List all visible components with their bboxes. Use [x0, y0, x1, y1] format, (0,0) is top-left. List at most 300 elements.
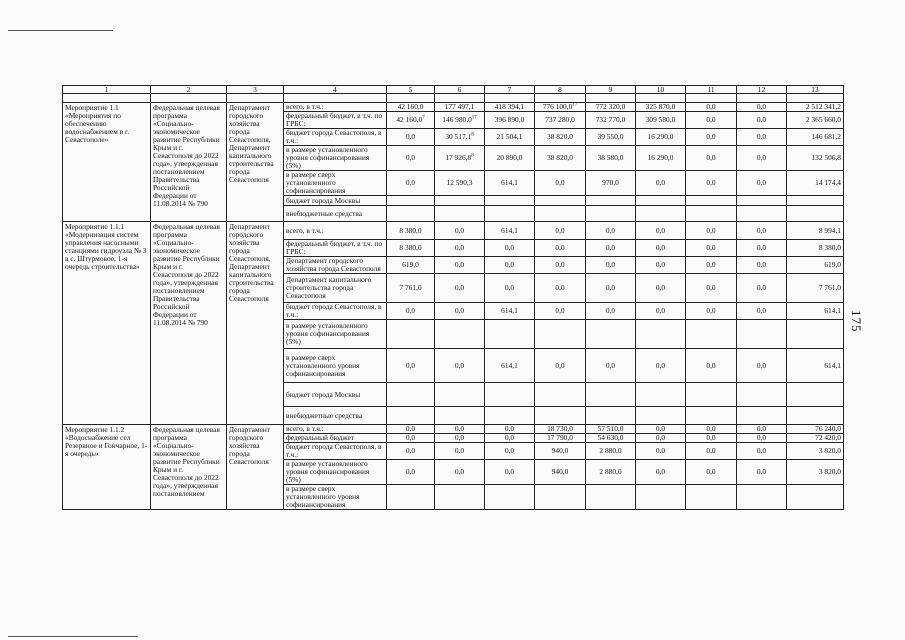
- value-cell: [485, 171, 535, 196]
- value-cell: [787, 383, 844, 407]
- value-cell: [686, 196, 737, 206]
- value-text: 772 320,0: [595, 102, 626, 111]
- value-text: 0,0: [655, 360, 666, 370]
- value-text: 0,0: [454, 424, 465, 433]
- value-text: 8 380,0: [399, 225, 422, 235]
- value-cell: [485, 222, 535, 240]
- value-cell: [387, 146, 435, 171]
- table-row: [63, 425, 844, 434]
- value-text: 0,0: [405, 153, 416, 162]
- value-cell: [737, 257, 787, 274]
- value-text: 0,0: [756, 102, 767, 111]
- value-text: 970,0: [602, 178, 619, 187]
- value-cell: [535, 206, 586, 222]
- value-cell: [485, 407, 535, 425]
- value-cell: [636, 460, 686, 485]
- value-cell: [737, 196, 787, 206]
- table-row: [63, 222, 844, 240]
- value-text: 0,0: [655, 306, 666, 315]
- value-cell: [686, 383, 737, 407]
- value-text: 0,0: [555, 306, 565, 315]
- value-cell: [586, 257, 636, 274]
- value-text: 0,0: [655, 243, 666, 252]
- value-cell: [787, 146, 844, 171]
- value-cell: [485, 383, 535, 407]
- value-cell: [636, 425, 686, 434]
- value-cell: [435, 274, 485, 303]
- header-cell: 10: [636, 86, 686, 94]
- measure-name-cell: Мероприятие 1.1 «Мероприятия по обеспечению водоснабжением в г. Севастополе»: [63, 103, 151, 222]
- value-text: 776 100,0: [542, 102, 573, 111]
- value-cell: [485, 434, 535, 443]
- value-text: 0,0: [756, 424, 767, 433]
- value-cell: [787, 129, 844, 146]
- value-text: 7 761,0: [818, 283, 841, 292]
- value-text: 0,0: [605, 360, 616, 370]
- value-cell: [686, 303, 737, 320]
- value-text: 0,0: [706, 178, 716, 187]
- value-text: 0,0: [706, 102, 716, 111]
- value-cell: [737, 240, 787, 257]
- value-cell: [737, 349, 787, 383]
- value-cell: [535, 425, 586, 434]
- footnote-mark: 7: [422, 115, 425, 121]
- value-cell: [737, 146, 787, 171]
- value-cell: [686, 443, 737, 460]
- value-cell: [787, 112, 844, 129]
- value-cell: [737, 425, 787, 434]
- value-text: 20 890,0: [496, 153, 523, 162]
- program-cell: Федеральная целевая программа «Социально-экономическое развитие Республики Крым и г. Севастополя до 2022 года», утвержденная постановлением Правительства Российской Федерации от 11.08.2014 № 790: [151, 103, 227, 222]
- department-cell: Департамент городского хозяйства города Севастополя, Департамент капитального строительства города Севастополя: [227, 103, 284, 222]
- value-cell: [686, 349, 737, 383]
- value-text: 3 820,0: [818, 446, 841, 455]
- value-cell: [435, 206, 485, 222]
- value-cell: [535, 222, 586, 240]
- value-text: 325 870,0: [645, 102, 676, 111]
- spacer-cell: [227, 94, 284, 103]
- value-text: 30 517,1: [445, 132, 472, 141]
- value-text: 57 510,0: [597, 424, 624, 433]
- funding-source-cell: бюджет города Москвы: [284, 383, 387, 407]
- value-text: 0,0: [504, 467, 515, 476]
- funding-source-cell: внебюджетные средства: [284, 407, 387, 425]
- value-cell: [586, 206, 636, 222]
- footnote-mark: 17: [572, 102, 578, 108]
- value-cell: [535, 407, 586, 425]
- value-text: 0,0: [454, 306, 465, 315]
- value-cell: [787, 171, 844, 196]
- value-cell: [387, 112, 435, 129]
- value-text: 0,0: [454, 243, 465, 252]
- value-cell: [686, 171, 737, 196]
- spacer-cell: [284, 94, 387, 103]
- value-cell: [535, 349, 586, 383]
- value-cell: [586, 171, 636, 196]
- value-text: 2 880,0: [599, 467, 622, 476]
- department-cell: Департамент городского хозяйства города Севастополя, Департамент капитального строительства города Севастополя: [227, 222, 284, 425]
- value-text: 0,0: [756, 360, 767, 370]
- value-cell: [636, 240, 686, 257]
- value-cell: [737, 407, 787, 425]
- value-cell: [485, 257, 535, 274]
- value-cell: [535, 274, 586, 303]
- value-cell: [485, 485, 535, 510]
- value-text: 737 280,0: [545, 115, 575, 124]
- value-text: 0,0: [405, 446, 416, 455]
- value-text: 0,0: [706, 243, 716, 252]
- value-cell: [586, 320, 636, 349]
- value-text: 3 820,0: [818, 467, 841, 476]
- value-cell: [387, 443, 435, 460]
- value-cell: [686, 240, 737, 257]
- value-cell: [787, 349, 844, 383]
- value-cell: [636, 349, 686, 383]
- funding-source-cell: в размере установленного уровня софинансирования (5%): [284, 460, 387, 485]
- value-cell: [535, 303, 586, 320]
- value-text: 2 365 660,0: [805, 115, 841, 124]
- department-cell: Департамент городского хозяйства города Севастополя: [227, 425, 284, 510]
- value-text: 2 880,0: [599, 446, 622, 455]
- value-text: 0,0: [555, 178, 565, 187]
- header-cell: 12: [737, 86, 787, 94]
- value-cell: [686, 112, 737, 129]
- value-cell: [787, 460, 844, 485]
- value-cell: [787, 274, 844, 303]
- value-cell: [535, 240, 586, 257]
- value-text: 0,0: [706, 283, 716, 292]
- value-text: 0,0: [655, 424, 666, 433]
- funding-source-cell: федеральный бюджет, в т.ч. по ГРБС:: [284, 240, 387, 257]
- value-text: 0,0: [504, 446, 515, 455]
- value-text: 418 394,1: [494, 102, 525, 111]
- spacer-cell: [636, 94, 686, 103]
- value-text: 0,0: [756, 433, 767, 442]
- value-cell: [636, 407, 686, 425]
- value-cell: [737, 206, 787, 222]
- value-cell: [435, 349, 485, 383]
- value-cell: [586, 146, 636, 171]
- value-cell: [435, 146, 485, 171]
- value-cell: [737, 222, 787, 240]
- value-cell: [535, 112, 586, 129]
- value-cell: [535, 320, 586, 349]
- value-text: 0,0: [655, 446, 666, 455]
- value-cell: [387, 303, 435, 320]
- value-cell: [686, 320, 737, 349]
- value-text: 0,0: [405, 424, 416, 433]
- funding-source-cell: бюджет города Севастополя, в т.ч.:: [284, 129, 387, 146]
- value-cell: [787, 425, 844, 434]
- funding-source-cell: в размере установленного уровня софинансирования (5%): [284, 146, 387, 171]
- value-text: 0,0: [655, 178, 666, 187]
- value-cell: [586, 407, 636, 425]
- value-text: 0,0: [405, 132, 416, 141]
- scan-edge-line: [8, 636, 138, 637]
- value-cell: [586, 485, 636, 510]
- value-text: 619,0: [824, 260, 841, 269]
- value-text: 18 730,0: [547, 424, 573, 433]
- value-text: 0,0: [655, 283, 666, 292]
- value-cell: [686, 460, 737, 485]
- value-cell: [435, 303, 485, 320]
- value-text: 0,0: [555, 360, 565, 370]
- value-cell: [787, 257, 844, 274]
- value-text: 0,0: [655, 433, 666, 442]
- value-cell: [535, 443, 586, 460]
- value-text: 0,0: [555, 225, 565, 235]
- value-cell: [636, 443, 686, 460]
- value-cell: [787, 320, 844, 349]
- value-text: 0,0: [756, 132, 767, 141]
- value-cell: [387, 222, 435, 240]
- value-text: 0,0: [454, 260, 465, 269]
- value-text: 0,0: [756, 115, 767, 124]
- value-cell: [435, 112, 485, 129]
- value-text: 146 980,0: [442, 115, 472, 124]
- value-text: 0,0: [405, 306, 416, 315]
- value-cell: [485, 425, 535, 434]
- value-text: 17 790,0: [547, 433, 573, 442]
- value-text: 0,0: [756, 467, 767, 476]
- value-cell: [686, 407, 737, 425]
- value-text: 614,1: [501, 306, 518, 315]
- spacer-cell: [737, 94, 787, 103]
- funding-source-cell: в размере сверх установленного уровня софинансирования: [284, 485, 387, 510]
- value-text: 16 290,0: [647, 132, 674, 141]
- value-cell: [387, 485, 435, 510]
- value-text: 0,0: [756, 243, 767, 252]
- value-text: 14 174,4: [815, 178, 841, 187]
- funding-source-cell: бюджет города Москвы: [284, 196, 387, 206]
- value-cell: [586, 434, 636, 443]
- value-cell: [586, 240, 636, 257]
- value-text: 396 890,0: [494, 115, 525, 124]
- measure-name-cell: Мероприятие 1.1.2 «Водоснабжение сел Резервное и Гончарное, 1-я очередь»: [63, 425, 151, 510]
- value-text: 8 994,1: [818, 225, 841, 235]
- value-text: 72 420,0: [815, 433, 841, 442]
- value-cell: [485, 146, 535, 171]
- value-cell: [485, 460, 535, 485]
- value-text: 7 761,0: [399, 283, 422, 292]
- value-cell: [636, 222, 686, 240]
- value-text: 0,0: [555, 260, 565, 269]
- table-row: [63, 103, 844, 112]
- value-cell: [636, 112, 686, 129]
- value-text: 614,1: [824, 306, 841, 315]
- value-text: 16 290,0: [647, 153, 674, 162]
- value-cell: [387, 103, 435, 112]
- value-text: 940,0: [551, 446, 569, 455]
- value-cell: [787, 485, 844, 510]
- value-cell: [737, 129, 787, 146]
- value-cell: [787, 303, 844, 320]
- value-cell: [485, 349, 535, 383]
- value-text: 0,0: [555, 243, 565, 252]
- funding-source-cell: бюджет города Севастополя, в т.ч.:: [284, 443, 387, 460]
- value-text: 0,0: [655, 225, 666, 235]
- value-cell: [586, 222, 636, 240]
- value-text: 614,1: [501, 360, 518, 370]
- value-cell: [586, 443, 636, 460]
- table-spacer-row: [63, 94, 844, 103]
- value-cell: [636, 171, 686, 196]
- value-cell: [686, 425, 737, 434]
- value-cell: [387, 407, 435, 425]
- value-cell: [586, 112, 636, 129]
- value-text: 0,0: [504, 424, 515, 433]
- value-cell: [636, 320, 686, 349]
- spacer-cell: [151, 94, 227, 103]
- header-cell: 11: [686, 86, 737, 94]
- value-text: 146 681,2: [811, 132, 841, 141]
- header-cell: 5: [387, 86, 435, 94]
- value-cell: [435, 240, 485, 257]
- value-cell: [636, 303, 686, 320]
- value-cell: [435, 171, 485, 196]
- value-cell: [435, 320, 485, 349]
- funding-table: [62, 85, 844, 510]
- spacer-cell: [535, 94, 586, 103]
- value-cell: [636, 146, 686, 171]
- value-text: 940,0: [551, 467, 569, 476]
- value-cell: [686, 222, 737, 240]
- value-cell: [435, 434, 485, 443]
- value-text: 614,1: [501, 178, 518, 187]
- value-cell: [737, 485, 787, 510]
- value-cell: [485, 240, 535, 257]
- value-cell: [435, 443, 485, 460]
- value-cell: [387, 349, 435, 383]
- value-cell: [387, 240, 435, 257]
- value-cell: [586, 425, 636, 434]
- value-cell: [686, 103, 737, 112]
- value-text: 309 580,0: [645, 115, 676, 124]
- value-text: 0,0: [756, 306, 767, 315]
- funding-source-cell: Департамент капитального строительства города Севастополя: [284, 274, 387, 303]
- value-text: 0,0: [454, 446, 465, 455]
- value-text: 0,0: [454, 433, 465, 442]
- footnote-mark: 8: [471, 132, 474, 138]
- value-text: 17 926,8: [445, 153, 472, 162]
- value-cell: [636, 129, 686, 146]
- value-cell: [686, 206, 737, 222]
- value-cell: [586, 274, 636, 303]
- value-text: 132 506,8: [811, 153, 841, 162]
- value-text: 54 630,0: [597, 433, 624, 442]
- value-text: 38 580,0: [597, 153, 624, 162]
- value-cell: [686, 257, 737, 274]
- value-cell: [686, 274, 737, 303]
- value-text: 0,0: [706, 132, 716, 141]
- value-text: 0,0: [454, 360, 465, 370]
- funding-source-cell: федеральный бюджет: [284, 434, 387, 443]
- value-cell: [636, 196, 686, 206]
- value-cell: [686, 485, 737, 510]
- value-cell: [787, 196, 844, 206]
- value-cell: [737, 320, 787, 349]
- value-text: 0,0: [605, 283, 616, 292]
- value-cell: [787, 103, 844, 112]
- value-text: 0,0: [454, 467, 465, 476]
- value-text: 2 512 341,2: [805, 102, 841, 111]
- value-cell: [586, 196, 636, 206]
- value-cell: [586, 460, 636, 485]
- value-cell: [787, 443, 844, 460]
- value-text: 0,0: [504, 283, 515, 292]
- header-cell: 3: [227, 86, 284, 94]
- value-text: 614,1: [824, 360, 841, 370]
- value-text: 0,0: [555, 283, 565, 292]
- value-text: 8 380,0: [818, 243, 841, 252]
- value-cell: [535, 460, 586, 485]
- value-cell: [535, 257, 586, 274]
- spacer-cell: [485, 94, 535, 103]
- value-text: 0,0: [454, 225, 465, 235]
- value-text: 0,0: [655, 260, 666, 269]
- value-text: 0,0: [756, 283, 767, 292]
- value-cell: [387, 320, 435, 349]
- value-text: 21 504,1: [496, 132, 523, 141]
- value-cell: [387, 206, 435, 222]
- value-cell: [535, 129, 586, 146]
- value-text: 0,0: [756, 260, 767, 269]
- value-text: 0,0: [405, 178, 416, 187]
- value-cell: [535, 485, 586, 510]
- value-text: 0,0: [405, 433, 416, 442]
- value-text: 614,1: [501, 225, 518, 235]
- value-cell: [435, 383, 485, 407]
- value-cell: [387, 196, 435, 206]
- header-cell: 2: [151, 86, 227, 94]
- value-cell: [387, 460, 435, 485]
- value-text: 0,0: [605, 306, 616, 315]
- header-cell: 4: [284, 86, 387, 94]
- value-cell: [387, 274, 435, 303]
- value-text: 0,0: [605, 260, 616, 269]
- value-cell: [686, 434, 737, 443]
- value-text: 0,0: [655, 467, 666, 476]
- header-cell: 1: [63, 86, 151, 94]
- value-text: 8 380,0: [399, 243, 422, 252]
- value-cell: [787, 222, 844, 240]
- value-cell: [485, 112, 535, 129]
- value-cell: [535, 146, 586, 171]
- value-text: 12 590,3: [446, 178, 473, 187]
- value-text: 39 550,0: [597, 132, 624, 141]
- value-text: 0,0: [605, 225, 616, 235]
- measure-name-cell: Мероприятие 1.1.1 «Модернизация систем управления насосными станциями гидроузла № 3 в с. Штурмовое, 1-я очередь строительства»: [63, 222, 151, 425]
- value-cell: [737, 460, 787, 485]
- value-cell: [387, 257, 435, 274]
- value-text: 0,0: [706, 115, 716, 124]
- value-cell: [485, 206, 535, 222]
- value-cell: [387, 129, 435, 146]
- footnote-mark: 17: [471, 115, 477, 121]
- funding-source-cell: федеральный бюджет, в т.ч. по ГРБС:: [284, 112, 387, 129]
- value-cell: [435, 485, 485, 510]
- value-text: 0,0: [706, 360, 716, 370]
- value-cell: [787, 407, 844, 425]
- value-cell: [686, 129, 737, 146]
- spacer-cell: [787, 94, 844, 103]
- value-cell: [435, 129, 485, 146]
- value-text: 177 497,1: [444, 102, 475, 111]
- spacer-cell: [63, 94, 151, 103]
- value-text: 0,0: [405, 467, 416, 476]
- value-cell: [535, 434, 586, 443]
- value-cell: [387, 434, 435, 443]
